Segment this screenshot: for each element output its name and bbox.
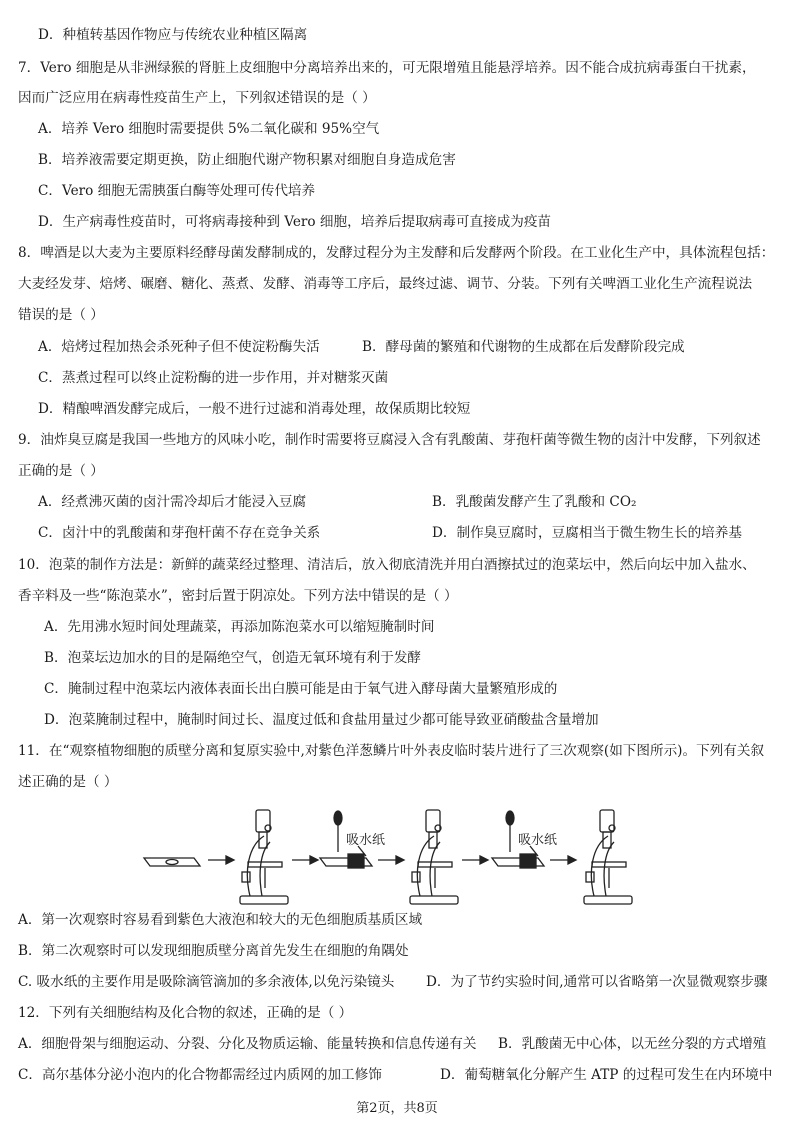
q8-stem-line3: 错误的是（ ） (18, 307, 104, 323)
q12-option-a: A．细胞骨架与细胞运动、分裂、分化及物质运输、能量转换和信息传递有关 (18, 1036, 477, 1052)
page-footer: 第2页，共8页 (356, 1101, 438, 1116)
q9-option-a: A．经煮沸灭菌的卤汁需冷却后才能浸入豆腐 (38, 494, 307, 510)
q8-option-b: B．酵母菌的繁殖和代谢物的生成都在后发酵阶段完成 (362, 339, 685, 355)
q9-option-c: C．卤汁中的乳酸菌和芽孢杆菌不存在竞争关系 (38, 525, 321, 541)
q7-option-b: B．培养液需要定期更换，防止细胞代谢产物积累对细胞自身造成危害 (38, 152, 456, 168)
q10-option-c: C．腌制过程中泡菜坛内液体表面长出白膜可能是由于氧气进入酵母菌大量繁殖形成的 (44, 681, 558, 697)
q11-option-b: B．第二次观察时可以发现细胞质壁分离首先发生在细胞的角隅处 (18, 943, 409, 959)
q11-option-c: C. 吸水纸的主要作用是吸除滴管滴加的多余液体,以免污染镜头 (18, 974, 395, 990)
q8-stem-line1: 8．啤酒是以大麦为主要原料经酵母菌发酵制成的，发酵过程分为主发酵和后发酵两个阶段。在工业化生产中，具体流程包括： (18, 245, 775, 261)
q12-option-d: D．葡萄糖氧化分解产生 ATP 的过程可发生在内环境中 (440, 1067, 773, 1083)
q11-stem-line2: 述正确的是（ ） (18, 774, 118, 790)
slide-1 (144, 858, 200, 866)
q8-option-a: A．焙烤过程加热会杀死种子但不使淀粉酶失活 (38, 339, 320, 355)
q12-stem: 12．下列有关细胞结构及化合物的叙述，正确的是（ ） (18, 1005, 353, 1021)
arrow-5 (550, 856, 576, 864)
q11-option-a: A．第一次观察时容易看到紫色大液泡和较大的无色细胞质基质区域 (18, 912, 423, 928)
arrow-2 (292, 856, 318, 864)
q10-option-d: D．泡菜腌制过程中，腌制时间过长、温度过低和食盐用量过少都可能导致亚硝酸盐含量增加 (44, 712, 599, 728)
microscope-experiment-diagram (140, 802, 680, 910)
q10-stem-line2: 香辛料及一些“陈泡菜水”，密封后置于阴凉处。下列方法中错误的是（ ） (18, 588, 458, 604)
blotting-paper-label-1: 吸水纸 (346, 833, 386, 848)
q11-option-d: D．为了节约实验时间,通常可以省略第一次显微观察步骤 (426, 974, 768, 990)
q7-option-c: C．Vero 细胞无需胰蛋白酶等处理可传代培养 (38, 183, 316, 199)
q7-stem-line1: 7．Vero 细胞是从非洲绿猴的肾脏上皮细胞中分离培养出来的，可无限增殖且能悬浮培养。因不能合成抗病毒蛋白干扰素， (18, 60, 756, 76)
arrow-1 (208, 856, 234, 864)
q8-option-c: C．蒸煮过程可以终止淀粉酶的进一步作用，并对糖浆灭菌 (38, 370, 389, 386)
q10-option-a: A．先用沸水短时间处理蔬菜，再添加陈泡菜水可以缩短腌制时间 (44, 619, 435, 635)
q9-option-b: B．乳酸菌发酵产生了乳酸和 CO₂ (432, 494, 637, 510)
blotting-paper-label-2: 吸水纸 (518, 833, 558, 848)
q11-stem-line1: 11．在“观察植物细胞的质壁分离和复原实验中,对紫色洋葱鳞片叶外表皮临时装片进行了三次观察(如下图所示)。下列有关叙 (18, 743, 765, 759)
q10-stem-line1: 10．泡菜的制作方法是：新鲜的蔬菜经过整理、清洁后，放入彻底清洗并用白酒擦拭过的泡菜坛中，然后向坛中加入盐水、 (18, 557, 756, 573)
q9-stem-line1: 9．油炸臭豆腐是我国一些地方的风味小吃，制作时需要将豆腐浸入含有乳酸菌、芽孢杆菌等微生物的卤汁中发酵，下列叙述 (18, 432, 761, 448)
q12-option-b: B．乳酸菌无中心体，以无丝分裂的方式增殖 (498, 1036, 767, 1052)
q7-option-d: D．生产病毒性疫苗时，可将病毒接种到 Vero 细胞，培养后提取病毒可直接成为疫苗 (38, 214, 552, 230)
q9-option-d: D．制作臭豆腐时，豆腐相当于微生物生长的培养基 (432, 525, 742, 541)
arrow-3 (378, 856, 404, 864)
q9-stem-line2: 正确的是（ ） (18, 463, 104, 479)
q8-stem-line2: 大麦经发芽、焙烤、碾磨、糖化、蒸煮、发酵、消毒等工序后，最终过滤、调节、分装。下列有关啤酒工业化生产流程说法 (18, 276, 753, 292)
q12-option-c: C．高尔基体分泌小泡内的化合物都需经过内质网的加工修饰 (18, 1067, 382, 1083)
microscope-1 (240, 810, 288, 904)
q8-option-d: D．精酿啤酒发酵完成后，一般不进行过滤和消毒处理，故保质期比较短 (38, 401, 471, 417)
microscope-2 (410, 810, 458, 904)
q7-stem-line2: 因而广泛应用在病毒性疫苗生产上，下列叙述错误的是（ ） (18, 90, 376, 106)
q10-option-b: B．泡菜坛边加水的目的是隔绝空气，创造无氧环境有利于发酵 (44, 650, 422, 666)
q7-option-a: A．培养 Vero 细胞时需要提供 5%二氧化碳和 95%空气 (38, 121, 380, 137)
arrow-4 (462, 856, 488, 864)
q6-option-d: D．种植转基因作物应与传统农业种植区隔离 (38, 27, 308, 43)
microscope-3 (584, 810, 632, 904)
